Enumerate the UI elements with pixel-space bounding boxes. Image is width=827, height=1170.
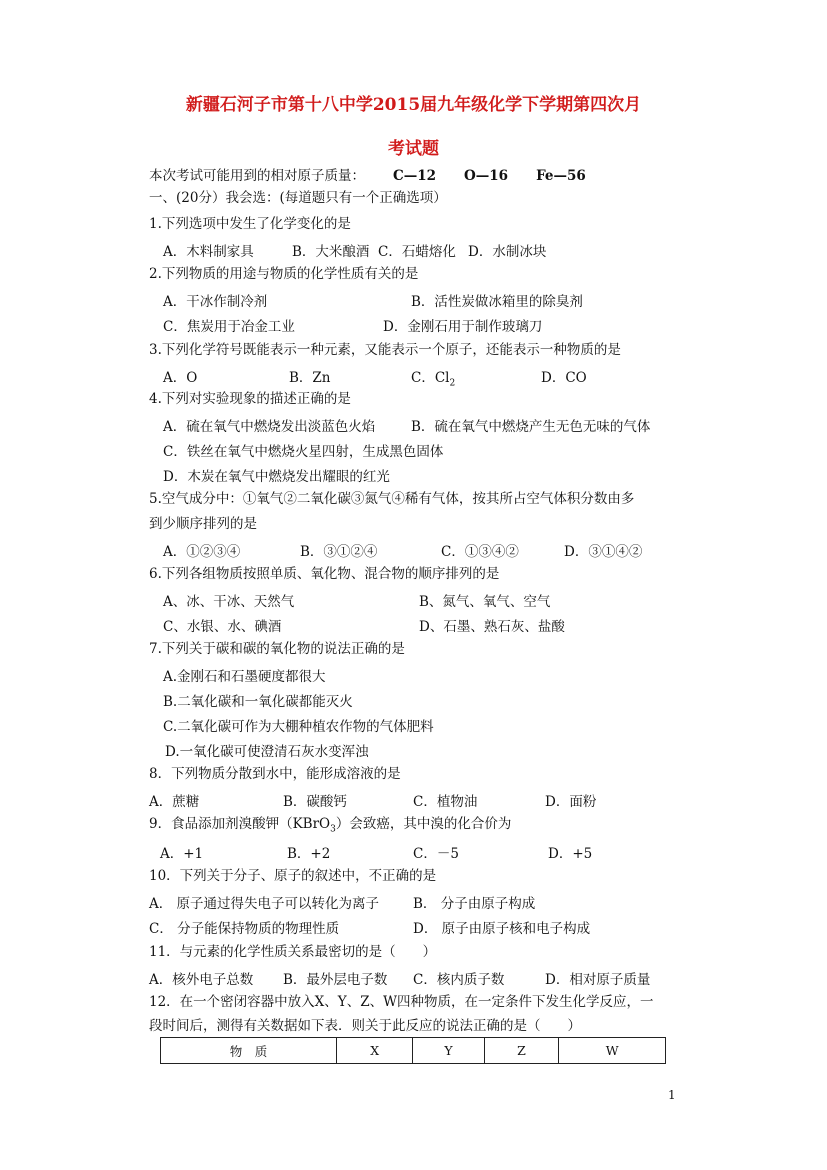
q11-option-c: C．核内质子数 <box>413 972 505 988</box>
question-12-stem-cont: 段时间后，测得有关数据如下表．则关于此反应的说法正确的是（ ） <box>149 1018 581 1034</box>
question-12-stem: 12．在一个密闭容器中放入X、Y、Z、W四种物质，在一定条件下发生化学反应，一 <box>149 994 654 1010</box>
q10-option-b: B． 分子由原子构成 <box>413 896 536 912</box>
q7-option-c: C.二氧化碳可作为大棚种植农作物的气体肥料 <box>163 719 434 735</box>
q9-option-a: A．+1 <box>160 846 204 862</box>
q4-option-a: A．硫在氧气中燃烧发出淡蓝色火焰 <box>163 419 376 435</box>
question-7-stem: 7.下列关于碳和碳的氧化物的说法正确的是 <box>149 641 405 657</box>
q9-stem-before: 9．食品添加剂溴酸钾（KBrO <box>149 816 331 832</box>
table-header-w: W <box>559 1038 666 1064</box>
q9-option-d: D．+5 <box>548 846 593 862</box>
q8-option-b: B．碳酸钙 <box>283 794 347 810</box>
q4-option-c: C．铁丝在氧气中燃烧火星四射，生成黑色固体 <box>163 444 444 460</box>
question-1-stem: 1.下列选项中发生了化学变化的是 <box>149 216 351 232</box>
q3-option-c <box>411 366 455 389</box>
q7-option-a: A.金刚石和石墨硬度都很大 <box>163 669 326 685</box>
question-11-stem: 11．与元素的化学性质关系最密切的是（ ） <box>149 944 437 960</box>
q10-option-d: D． 原子由原子核和电子构成 <box>413 921 591 937</box>
exam-title-line1: 新疆石河子市第十八中学2015届九年级化学下学期第四次月 <box>185 95 642 115</box>
q10-option-a: A． 原子通过得失电子可以转化为离子 <box>149 896 380 912</box>
table-header-z: Z <box>484 1038 559 1064</box>
q10-option-c: C． 分子能保持物质的物理性质 <box>149 921 340 937</box>
q5-option-c: C．①③④② <box>441 544 519 560</box>
q11-option-a: A．核外电子总数 <box>149 972 254 988</box>
atomic-mass-label: 本次考试可能用到的相对原子质量： <box>149 168 365 184</box>
q5-option-b: B．③①②④ <box>300 544 378 560</box>
q6-option-a: A、冰、干冰、天然气 <box>163 594 295 610</box>
q1-option-c: C．石蜡熔化 <box>378 244 456 260</box>
table-header-substance: 物 质 <box>161 1038 337 1064</box>
q2-option-a: A．干冰作制冷剂 <box>163 294 268 310</box>
q8-option-c: C．植物油 <box>413 794 478 810</box>
q3-option-a: A．O <box>163 370 198 386</box>
q9-stem-subscript: 3 <box>330 824 336 835</box>
atomic-mass-c: C—12 <box>393 168 437 184</box>
q1-option-b: B．大米酿酒 <box>292 244 370 260</box>
q2-option-d: D．金刚石用于制作玻璃刀 <box>383 319 543 335</box>
q4-option-b: B．硫在氧气中燃烧产生无色无味的气体 <box>411 419 651 435</box>
q3-option-d: D．CO <box>541 370 587 386</box>
atomic-mass-o: O—16 <box>464 168 509 184</box>
q1-option-d: D．水制冰块 <box>468 244 547 260</box>
q11-option-d: D．相对原子质量 <box>545 972 651 988</box>
question-5-stem-cont: 到少顺序排列的是 <box>149 516 257 532</box>
q3-option-b: B．Zn <box>289 370 331 386</box>
q6-option-b: B、氮气、氧气、空气 <box>419 594 551 610</box>
q3-option-c-text: C．Cl <box>411 370 450 386</box>
table-header-x: X <box>337 1038 413 1064</box>
q7-option-d: D.一氧化碳可使澄清石灰水变浑浊 <box>165 744 369 760</box>
page-number: 1 <box>668 1088 676 1102</box>
section-heading: 一、(20分）我会选：(每道题只有一个正确选项） <box>149 190 447 206</box>
q9-stem-after: ）会致癌，其中溴的化合价为 <box>335 816 512 832</box>
q6-option-c: C、水银、水、碘酒 <box>163 619 282 635</box>
table-row <box>161 1038 666 1064</box>
question-5-stem: 5.空气成分中：①氧气②二氧化碳③氮气④稀有气体，按其所占空气体积分数由多 <box>149 491 635 507</box>
question-4-stem: 4.下列对实验现象的描述正确的是 <box>149 391 351 407</box>
question-8-stem: 8．下列物质分散到水中，能形成溶液的是 <box>149 766 401 782</box>
question-2-stem: 2.下列物质的用途与物质的化学性质有关的是 <box>149 266 419 282</box>
q8-option-d: D．面粉 <box>545 794 597 810</box>
q5-option-d: D．③①④② <box>564 544 643 560</box>
atomic-mass-fe: Fe—56 <box>536 168 586 184</box>
q9-option-b: B．+2 <box>287 846 331 862</box>
question-9-stem <box>149 815 511 839</box>
q2-option-b: B．活性炭做冰箱里的除臭剂 <box>411 294 583 310</box>
question-6-stem: 6.下列各组物质按照单质、氧化物、混合物的顺序排列的是 <box>149 566 500 582</box>
q11-option-b: B．最外层电子数 <box>283 972 388 988</box>
atomic-mass-line <box>149 167 586 185</box>
q9-option-c: C．－5 <box>413 846 459 862</box>
question-3-stem: 3.下列化学符号既能表示一种元素，又能表示一个原子，还能表示一种物质的是 <box>149 342 621 358</box>
q1-option-a: A．木料制家具 <box>163 244 254 260</box>
table-header-y: Y <box>413 1038 484 1064</box>
q4-option-d: D．木炭在氧气中燃烧发出耀眼的红光 <box>163 469 390 485</box>
q7-option-b: B.二氧化碳和一氧化碳都能灭火 <box>163 694 353 710</box>
exam-title-line2: 考试题 <box>388 139 439 159</box>
q8-option-a: A．蔗糖 <box>149 794 200 810</box>
q6-option-d: D、石墨、熟石灰、盐酸 <box>419 619 565 635</box>
data-table <box>160 1037 666 1064</box>
q2-option-c: C．焦炭用于冶金工业 <box>163 319 295 335</box>
q3-option-c-subscript: 2 <box>449 378 456 389</box>
q5-option-a: A．①②③④ <box>163 544 241 560</box>
question-10-stem: 10．下列关于分子、原子的叙述中，不正确的是 <box>149 868 437 884</box>
